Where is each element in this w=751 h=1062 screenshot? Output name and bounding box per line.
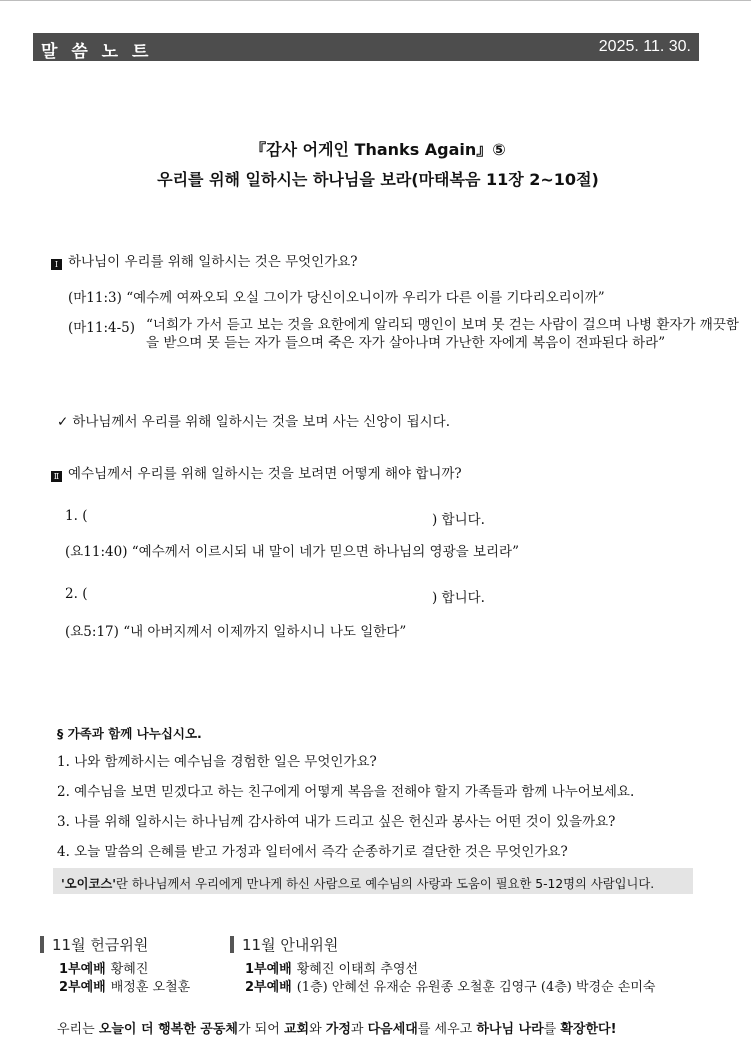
- blank1-num: 1.: [65, 508, 78, 524]
- offering-first-service: 1부예배 황혜진: [59, 962, 149, 977]
- offering-committee-title: 11월 헌금위원: [40, 934, 148, 955]
- share-question-3: 3. 나를 위해 일하시는 하나님께 감사하여 내가 드리고 싶은 헌신과 봉사는 어떤 것이 있을까요?: [57, 814, 616, 830]
- verse-ref: (요11:40): [65, 544, 128, 560]
- oikos-box: [53, 868, 693, 894]
- section1-question-line: [51, 250, 358, 270]
- oikos-term: '오이코스': [61, 877, 117, 891]
- blank2-open: (: [82, 586, 88, 602]
- section2-question: 예수님께서 우리를 위해 일하시는 것을 보려면 어떻게 해야 합니까?: [68, 466, 462, 482]
- blank1-verse: [65, 540, 519, 560]
- sermon-title: 우리를 위해 일하시는 하나님을 보라(마태복음 11장 2~10절): [157, 170, 599, 189]
- share-title: § 가족과 함께 나누십시오.: [57, 726, 202, 741]
- header-date: 2025. 11. 30.: [598, 38, 691, 55]
- bar-icon: [40, 936, 44, 953]
- sermon-series-title: 『감사 어게인 Thanks Again』⑤: [250, 140, 506, 159]
- section1-verse2: [68, 316, 739, 376]
- verse-text: “내 아버지께서 이제까지 일하시니 나도 일한다”: [123, 624, 407, 640]
- share-question-2: 2. 예수님을 보면 믿겠다고 하는 친구에게 어떻게 복음을 전해야 할지 가족들과 함께 나누어보세요.: [57, 784, 635, 800]
- section2-question-line: [51, 462, 462, 482]
- blank2-num: 2.: [65, 586, 78, 602]
- oikos-definition: 란 하나님께서 우리에게 만나게 하신 사람으로 예수님의 사랑과 도움이 필요한 5-12명의 사람입니다.: [116, 877, 655, 891]
- bar-icon: [230, 936, 234, 953]
- blank1-open: (: [82, 508, 88, 524]
- church-motto: 우리는 오늘이 더 행복한 공동체가 되어 교회와 가정과 다음세대를 세우고 하나님 나라를 확장한다!: [57, 1022, 617, 1037]
- section1-marker: Ⅰ: [51, 259, 62, 270]
- usher-committee-title: 11월 안내위원: [230, 934, 338, 955]
- share-question-1: 1. 나와 함께하시는 예수님을 경험한 일은 무엇인가요?: [57, 754, 377, 770]
- blank1-num-open: [65, 508, 87, 524]
- section1-conclusion: 하나님께서 우리를 위해 일하시는 것을 보며 사는 신앙이 됩시다.: [72, 414, 450, 430]
- section1-question: 하나님이 우리를 위해 일하시는 것은 무엇인가요?: [68, 254, 358, 270]
- oikos-text: [61, 874, 654, 892]
- blank2-close: ) 합니다.: [432, 590, 485, 606]
- share-question-4: 4. 오늘 말씀의 은혜를 받고 가정과 일터에서 즉각 순종하기로 결단한 것은 무엇인가요?: [57, 844, 568, 860]
- blank2-num-open: [65, 586, 87, 602]
- verse-text: “예수께서 이르시되 내 말이 네가 믿으면 하나님의 영광을 보리라”: [131, 544, 519, 560]
- verse-ref: (마11:3): [68, 290, 122, 306]
- verse-text: “너희가 가서 듣고 보는 것을 요한에게 알리되 맹인이 보며 못 걷는 사람이 걸으며 나병 환자가 깨끗함을 받으며 못 듣는 자가 들으며 죽은 자가 살아나며 가난한 자에게 복음이 전파된다 하라”: [146, 317, 739, 351]
- header-bar: [33, 33, 699, 61]
- blank1-close: ) 합니다.: [432, 512, 485, 528]
- top-rule: [0, 0, 751, 1]
- check-icon: ✓: [57, 414, 69, 430]
- section2-marker: Ⅱ: [51, 471, 62, 482]
- verse-ref: (요5:17): [65, 624, 119, 640]
- blank2-verse: [65, 620, 406, 640]
- verse-ref: (마11:4-5): [68, 320, 136, 336]
- header-title: 말 씀 노 트: [41, 42, 153, 62]
- section1-conclusion-line: [57, 410, 450, 430]
- usher-first-service: 1부예배 황혜진 이태희 추영선: [245, 962, 419, 977]
- usher-second-service: 2부예배 (1층) 안혜선 유재순 유원종 오철훈 김영구 (4층) 박경순 손미숙: [245, 980, 656, 995]
- section1-verse1: [68, 286, 605, 306]
- verse-text: “예수께 여짜오되 오실 그이가 당신이오니이까 우리가 다른 이를 기다리오리이까”: [126, 290, 605, 306]
- offering-second-service: 2부예배 배정훈 오철훈: [59, 980, 191, 995]
